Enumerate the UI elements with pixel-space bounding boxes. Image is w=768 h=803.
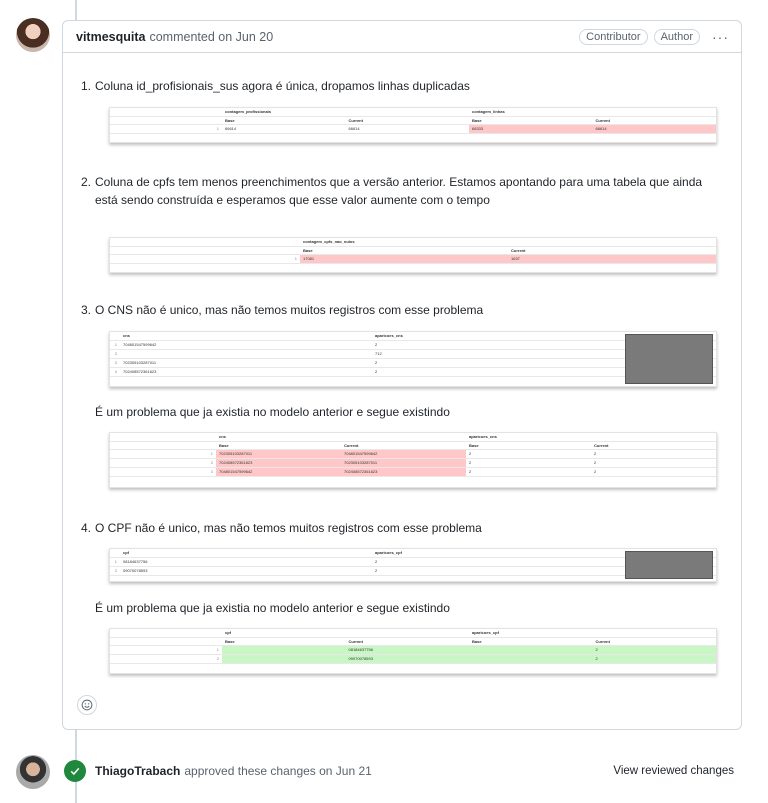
table-cell [469, 645, 593, 654]
table-cell [222, 645, 346, 654]
table-cell: 4 [110, 367, 120, 376]
screenshot-table-5 [109, 548, 717, 582]
table-cell: 2 [110, 566, 120, 575]
view-reviewed-changes-link[interactable]: View reviewed changes [613, 765, 734, 777]
table-cell: 1 [110, 340, 120, 349]
table-header: aparicoes_cns [372, 332, 716, 340]
redacted-block [625, 334, 713, 384]
table-header: aparicoes_cpf [372, 549, 716, 557]
paragraph-text: É um problema que ja existia no modelo anterior e segue existindo [95, 405, 450, 419]
smiley-icon [81, 699, 93, 711]
table-cell: 1 [110, 124, 222, 133]
table-header: Base [216, 441, 341, 449]
table-cell: 08184637756 [120, 557, 372, 566]
table-cell: 66614 [593, 124, 717, 133]
table-cell: 2 [110, 458, 216, 467]
table-cell: 702305103287011 [120, 358, 372, 367]
screenshot-table-3 [109, 331, 717, 387]
approver-avatar[interactable] [16, 755, 50, 789]
table-header: Base [466, 441, 591, 449]
table-header: aparicoes_cns [466, 433, 716, 441]
table-cell: 1 [110, 449, 216, 458]
add-reaction-button[interactable] [77, 695, 97, 715]
table-header: Current [346, 116, 470, 124]
table-cell: 09070078593 [346, 654, 470, 663]
table-cell: 2 [110, 654, 222, 663]
table-header: cpf [222, 629, 469, 637]
screenshot-table-1 [109, 107, 717, 143]
table-cell: 3 [110, 467, 216, 476]
screenshot-table-4 [109, 432, 717, 488]
table-cell: 68333 [469, 124, 593, 133]
table-cell: 09070078593 [120, 566, 372, 575]
redacted-block [625, 551, 713, 579]
table-cell: 1 [110, 254, 300, 263]
table-cell: 702408572361623 [341, 467, 466, 476]
table-header: Current [346, 637, 470, 645]
table-header: cns [120, 332, 372, 340]
list-text: O CNS não é unico, mas não temos muitos registros com esse problema [95, 303, 484, 317]
table-cell: 2 [466, 449, 591, 458]
table-cell: 08184637756 [346, 645, 470, 654]
avatar[interactable] [16, 18, 50, 52]
table-cell: 704801547599642 [216, 467, 341, 476]
table-header: Current [508, 246, 716, 254]
comment-header [63, 21, 741, 53]
list-number: 1. [81, 79, 92, 93]
list-number: 2. [81, 175, 92, 189]
table-header: Base [222, 116, 346, 124]
table-cell: 2 [591, 467, 716, 476]
table-cell: 2 [372, 358, 716, 367]
table-cell: 2 [466, 467, 591, 476]
table-cell: 2 [591, 449, 716, 458]
table-cell: 702305103287011 [216, 449, 341, 458]
comment-box [62, 20, 742, 730]
table-header: cpf [120, 549, 372, 557]
screenshot-table-2 [109, 237, 717, 273]
table-cell [469, 654, 593, 663]
table-cell: 1 [110, 557, 120, 566]
table-header: Current [593, 637, 717, 645]
list-text: O CPF não é unico, mas não temos muitos registros com esse problema [95, 521, 482, 535]
table-cell [120, 349, 372, 358]
table-header: Current [591, 441, 716, 449]
table-header: Base [469, 116, 593, 124]
table-cell: 66614 [346, 124, 470, 133]
more-options-icon[interactable]: ··· [712, 28, 729, 45]
table-cell: 2 [593, 645, 717, 654]
table-header: contagem_cpfs_nao_nulos [300, 238, 716, 246]
table-cell: 2 [110, 349, 120, 358]
paragraph-text: É um problema que ja existia no modelo anterior e segue existindo [95, 601, 450, 615]
list-text: Coluna id_profisionais_sus agora é única, dropamos linhas duplicadas [95, 79, 470, 93]
table-cell: 2 [372, 566, 716, 575]
approval-text: approved these changes on Jun 21 [184, 764, 372, 778]
table-cell: 3 [110, 358, 120, 367]
table-header: Base [300, 246, 508, 254]
table-cell: 17081 [300, 254, 508, 263]
table-cell [222, 654, 346, 663]
approver-name[interactable]: ThiagoTrabach [95, 764, 181, 778]
screenshot-table-6 [109, 628, 717, 674]
table-cell: 2 [372, 557, 716, 566]
table-cell: 1 [110, 645, 222, 654]
table-cell: 2 [466, 458, 591, 467]
table-cell: 2 [593, 654, 717, 663]
table-cell: 704801547599642 [120, 340, 372, 349]
author-badge: Author [654, 29, 700, 45]
table-cell: 712 [372, 349, 716, 358]
table-header: Current [593, 116, 717, 124]
check-icon [64, 760, 86, 782]
table-cell: 66614 [222, 124, 346, 133]
table-header: Current [341, 441, 466, 449]
table-cell: 2 [372, 367, 716, 376]
table-cell: 702408572361623 [216, 458, 341, 467]
list-text: Coluna de cpfs tem menos preenchimentos que a versão anterior. Estamos apontando para uma tabela que ainda está sendo construída e esperamos que esse valor aumente com o tempo [95, 175, 703, 207]
table-header: aparicoes_cpf [469, 629, 716, 637]
table-cell: 1637 [508, 254, 716, 263]
table-cell: 2 [591, 458, 716, 467]
comment-author[interactable]: vitmesquita [76, 29, 146, 44]
table-cell: 702305103287011 [341, 458, 466, 467]
table-cell: 2 [372, 340, 716, 349]
table-header: contagem_profissionais [222, 108, 469, 116]
table-header: contagem_linhas [469, 108, 716, 116]
approval-event [64, 758, 744, 784]
table-header: Base [469, 637, 593, 645]
table-cell: 704801547599642 [341, 449, 466, 458]
table-cell: 702408572361623 [120, 367, 372, 376]
list-number: 4. [81, 521, 92, 535]
table-header: cns [216, 433, 466, 441]
comment-timestamp[interactable]: commented on Jun 20 [149, 29, 274, 44]
table-header: Base [222, 637, 346, 645]
contributor-badge: Contributor [579, 29, 647, 45]
list-number: 3. [81, 303, 92, 317]
